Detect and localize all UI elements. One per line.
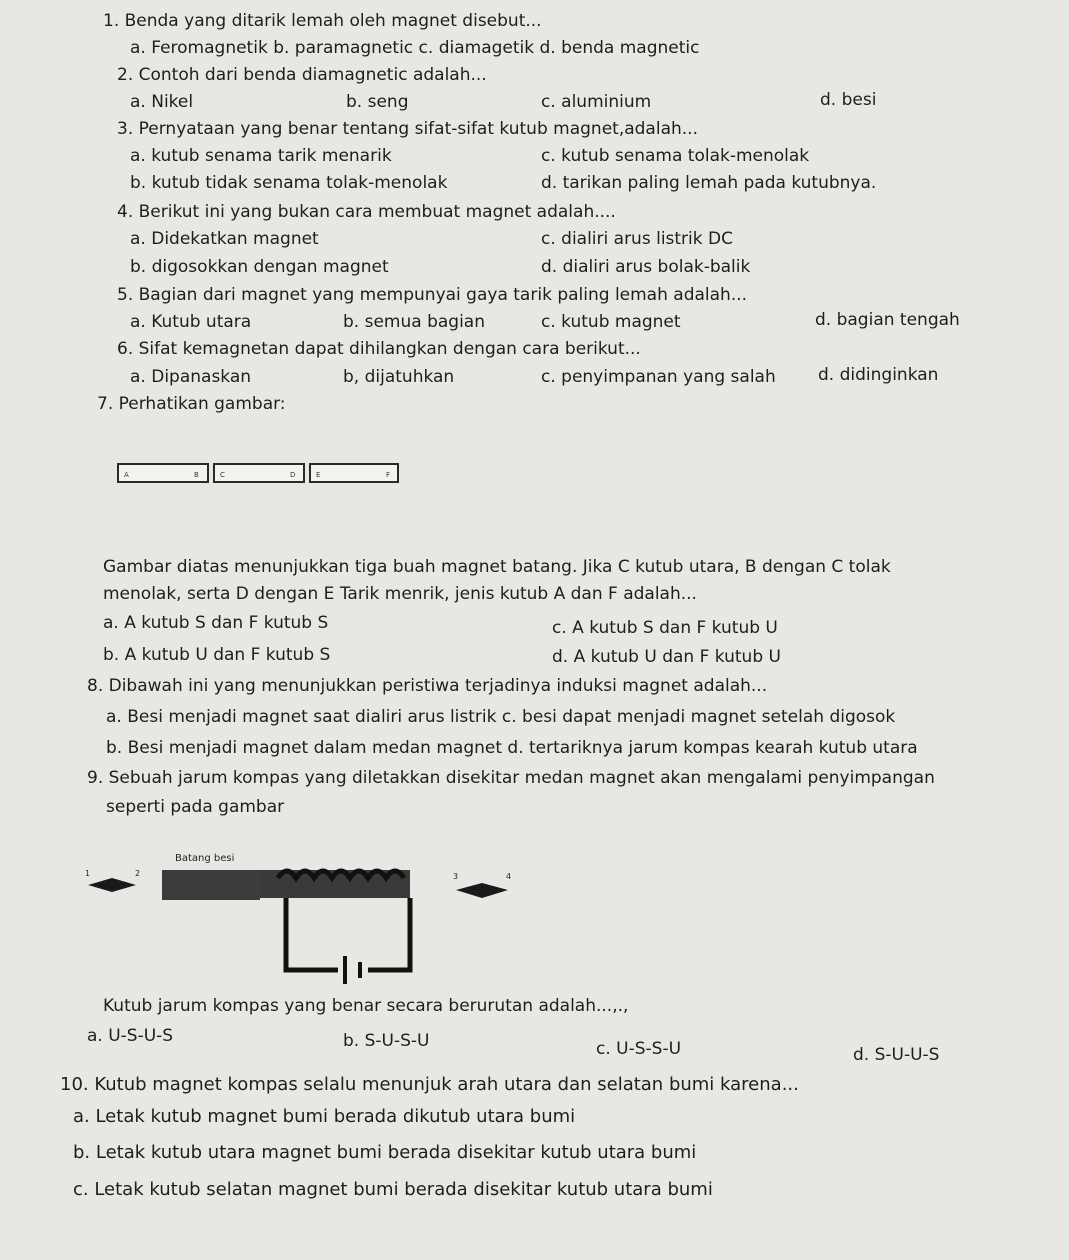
q7-option-d: d. A kutub U dan F kutub U bbox=[552, 647, 781, 667]
q4-option-a: a. Didekatkan magnet bbox=[130, 229, 319, 249]
q2-option-a: a. Nikel bbox=[130, 92, 194, 112]
iron-bar-title: Batang besi bbox=[175, 853, 235, 864]
q4-option-b: b. digosokkan dengan magnet bbox=[130, 257, 389, 277]
compass-needle-left bbox=[88, 878, 136, 892]
compass-label-1: 1 bbox=[85, 869, 91, 878]
battery-symbol bbox=[343, 956, 362, 984]
q9-prompt: Kutub jarum kompas yang benar secara berurutan adalah...,., bbox=[103, 996, 629, 1016]
label-b: B bbox=[194, 471, 199, 479]
q4-option-c: c. dialiri arus listrik DC bbox=[541, 229, 733, 249]
q9-stem-line1: 9. Sebuah jarum kompas yang diletakkan disekitar medan magnet akan mengalami penyimpangan bbox=[87, 768, 935, 788]
q10-option-b: b. Letak kutub utara magnet bumi berada disekitar kutub utara bumi bbox=[73, 1142, 697, 1163]
bar-magnet-ef bbox=[310, 464, 398, 482]
q3-option-d: d. tarikan paling lemah pada kutubnya. bbox=[541, 173, 877, 193]
bar-magnet-cd bbox=[214, 464, 304, 482]
q10-option-a: a. Letak kutub magnet bumi berada dikutub utara bumi bbox=[73, 1106, 576, 1127]
q10-option-c: c. Letak kutub selatan magnet bumi berada disekitar kutub utara bumi bbox=[73, 1179, 713, 1200]
electromagnet-compass-figure bbox=[80, 842, 530, 992]
label-f: F bbox=[386, 471, 391, 479]
q9-option-a: a. U-S-U-S bbox=[87, 1026, 174, 1046]
q4-option-d: d. dialiri arus bolak-balik bbox=[541, 257, 751, 277]
q9-option-d: d. S-U-U-S bbox=[853, 1045, 940, 1065]
q3-option-b: b. kutub tidak senama tolak-menolak bbox=[130, 173, 448, 193]
q7-description-line1: Gambar diatas menunjukkan tiga buah magnet batang. Jika C kutub utara, B dengan C tolak bbox=[103, 557, 891, 577]
label-c: C bbox=[220, 471, 225, 479]
circuit-wire bbox=[286, 898, 410, 970]
q3-option-a: a. kutub senama tarik menarik bbox=[130, 146, 392, 166]
compass-label-3: 3 bbox=[453, 872, 459, 881]
q6-stem: 6. Sifat kemagnetan dapat dihilangkan dengan cara berikut... bbox=[117, 339, 641, 359]
q1-options: a. Feromagnetik b. paramagnetic c. diamagetik d. benda magnetic bbox=[130, 38, 700, 58]
q5-option-d: d. bagian tengah bbox=[815, 310, 960, 330]
label-e: E bbox=[316, 471, 321, 479]
q9-option-b: b. S-U-S-U bbox=[343, 1031, 430, 1051]
q2-option-b: b. seng bbox=[346, 92, 409, 112]
iron-bar bbox=[162, 870, 260, 900]
q6-option-b: b, dijatuhkan bbox=[343, 367, 455, 387]
label-a: A bbox=[124, 471, 129, 479]
q9-stem-line2: seperti pada gambar bbox=[106, 797, 285, 817]
q7-stem: 7. Perhatikan gambar: bbox=[97, 394, 286, 414]
q1-stem: 1. Benda yang ditarik lemah oleh magnet disebut... bbox=[103, 11, 542, 31]
q8-options-a-c: a. Besi menjadi magnet saat dialiri arus listrik c. besi dapat menjadi magnet setelah digosok bbox=[106, 707, 896, 727]
q7-option-c: c. A kutub S dan F kutub U bbox=[552, 618, 778, 638]
q5-option-a: a. Kutub utara bbox=[130, 312, 252, 332]
q5-option-b: b. semua bagian bbox=[343, 312, 485, 332]
label-d: D bbox=[290, 471, 296, 479]
compass-needle-right bbox=[456, 883, 508, 898]
bar-magnets-figure bbox=[110, 452, 410, 492]
q3-option-c: c. kutub senama tolak-menolak bbox=[541, 146, 810, 166]
bar-magnet-ab bbox=[118, 464, 208, 482]
q3-stem: 3. Pernyataan yang benar tentang sifat-sifat kutub magnet,adalah... bbox=[117, 119, 698, 139]
q2-option-c: c. aluminium bbox=[541, 92, 652, 112]
q8-stem: 8. Dibawah ini yang menunjukkan peristiwa terjadinya induksi magnet adalah... bbox=[87, 676, 768, 696]
q6-option-d: d. didinginkan bbox=[818, 365, 939, 385]
q4-stem: 4. Berikut ini yang bukan cara membuat magnet adalah.... bbox=[117, 202, 616, 222]
compass-label-2: 2 bbox=[135, 869, 141, 878]
q10-stem: 10. Kutub magnet kompas selalu menunjuk arah utara dan selatan bumi karena... bbox=[60, 1074, 799, 1095]
q7-description-line2: menolak, serta D dengan E Tarik menrik, jenis kutub A dan F adalah... bbox=[103, 584, 697, 604]
q7-option-a: a. A kutub S dan F kutub S bbox=[103, 613, 329, 633]
q5-option-c: c. kutub magnet bbox=[541, 312, 681, 332]
q9-option-c: c. U-S-S-U bbox=[596, 1039, 682, 1059]
q2-stem: 2. Contoh dari benda diamagnetic adalah... bbox=[117, 65, 487, 85]
q6-option-c: c. penyimpanan yang salah bbox=[541, 367, 776, 387]
q6-option-a: a. Dipanaskan bbox=[130, 367, 252, 387]
q8-options-b-d: b. Besi menjadi magnet dalam medan magnet d. tertariknya jarum kompas kearah kutub utara bbox=[106, 738, 918, 758]
q5-stem: 5. Bagian dari magnet yang mempunyai gaya tarik paling lemah adalah... bbox=[117, 285, 748, 305]
q2-option-d: d. besi bbox=[820, 90, 877, 110]
q7-option-b: b. A kutub U dan F kutub S bbox=[103, 645, 331, 665]
compass-label-4: 4 bbox=[506, 872, 512, 881]
